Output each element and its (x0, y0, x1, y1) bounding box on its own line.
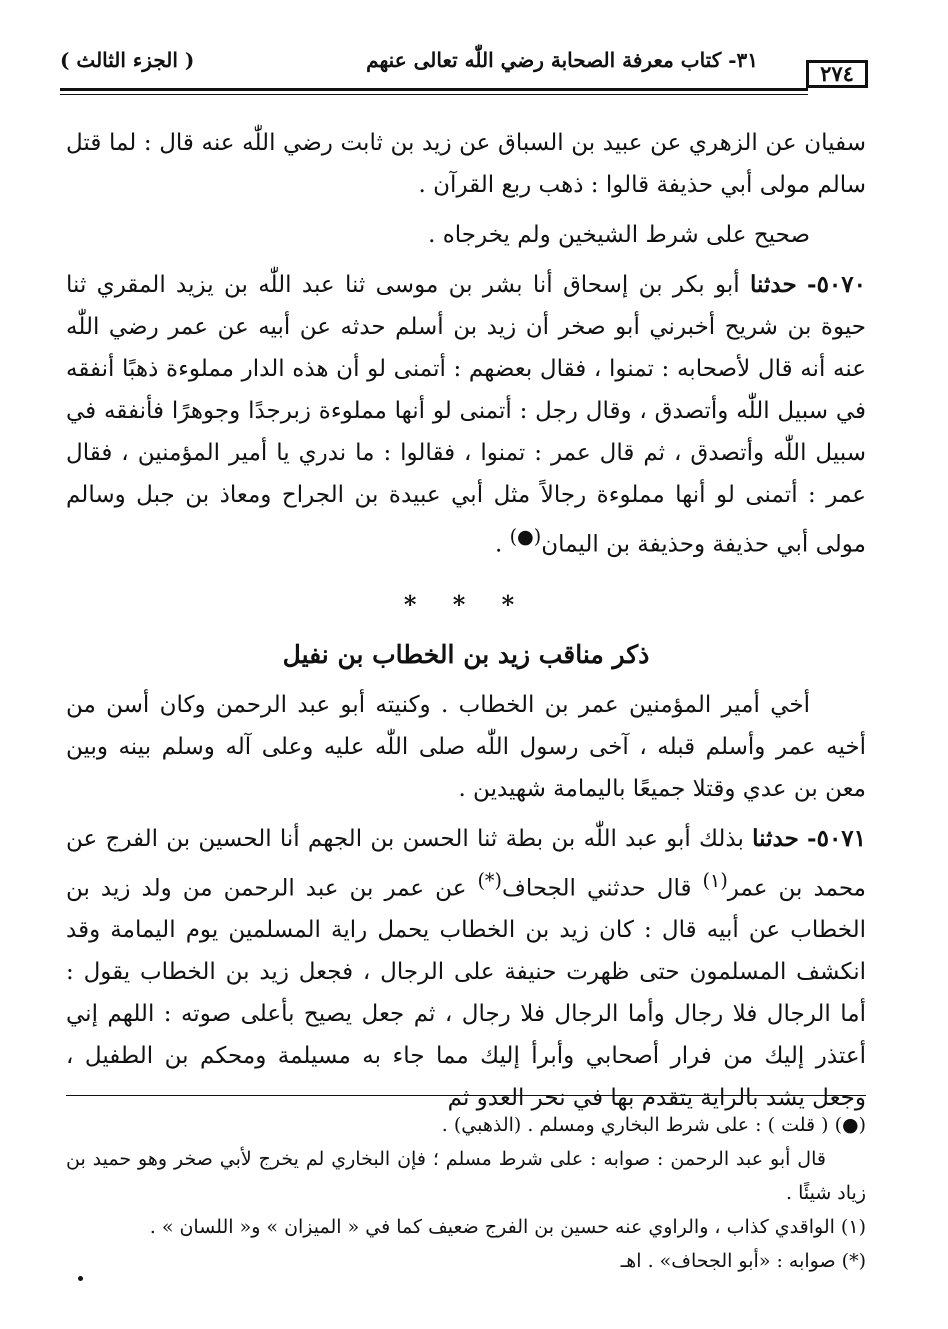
hadith-5070 (66, 264, 866, 566)
section-title: ذكر مناقب زيد بن الخطاب بن نفيل (282, 639, 650, 669)
footnote: (*) صوابه : «أبو الجحاف» . اهـ (620, 1250, 866, 1272)
hadith-5071 (66, 818, 866, 1120)
hadith-keyword: حدثنا (750, 271, 797, 298)
header-rule (60, 88, 808, 91)
hadith-keyword: حدثنا (752, 824, 799, 852)
volume-label: ( الجزء الثالث ) (60, 48, 195, 72)
footnote: (●) ( قلت ) : على شرط البخاري ومسلم . (الذهبي) . (441, 1114, 866, 1136)
footnote-ref: (*) (477, 868, 502, 892)
section-separator: * * * (403, 589, 529, 619)
footnote-rule (66, 1095, 866, 1096)
footnote: (١) الواقدي كذاب ، والراوي عنه حسين بن الفرج ضعيف كما في « الميزان » و« اللسان » . (149, 1216, 866, 1238)
main-text (66, 122, 866, 1127)
hadith-text: بذلك أبو عبد اللّٰه بن بطة ثنا الحسن بن الجهم أنا الحسين بن الفرج عن محمد بن عمر (66, 825, 867, 902)
paragraph: أخي أمير المؤمنين عمر بن الخطاب . وكنيته أبو عبد الرحمن وكان أسن من أخيه عمر وأسلم قبله ، آخى رسول اللّٰه صلى اللّٰه عليه وعلى آله وسلم بينه وبين معن بن عدي وقتلا جميعًا باليمامة شهيدين . (66, 691, 866, 802)
ink-dot (78, 1276, 83, 1281)
paragraph: صحيح على شرط الشيخين ولم يخرجاه . (428, 222, 810, 248)
hadith-text: قال حدثني الجحاف (501, 875, 703, 902)
footnote-ref: (١) (702, 868, 728, 892)
paragraph: سفيان عن الزهري عن عبيد بن السباق عن زيد بن ثابت رضي اللّٰه عنه قال : لما قتل سالم مولى أبي حذيفة قالوا : ذهب ربع القرآن . (66, 130, 866, 198)
footnote: قال أبو عبد الرحمن : صوابه : على شرط مسلم ؛ فإن البخاري لم يخرج لأبي صخر وهو حميد بن زياد شيئًا . (66, 1148, 866, 1204)
hadith-end: . (494, 531, 510, 558)
footnotes (66, 1108, 866, 1278)
running-title: ٣١- كتاب معرفة الصحابة رضي اللّٰه تعالى عنهم (366, 48, 758, 72)
header-rule-thin (60, 94, 808, 95)
page-header (60, 48, 868, 84)
hadith-number: ٥٠٧١- (807, 824, 867, 852)
page-number: ٢٧٤ (806, 60, 868, 88)
hadith-text: عن عمر بن عبد الرحمن من ولد زيد بن الخطاب عن أبيه قال : كان زيد بن الخطاب يحمل راية المسلمين يوم اليمامة وقد انكشف المسلمون حتى ظهرت حنيفة على الرجال ، فجعل زيد بن الخطاب يقول : أما الرجال فلا رجال وأما الرجال فلا رجال ، ثم جعل يصيح بأعلى صوته : اللهم إني أعتذر إليك من فرار أصحابي وأبرأ إليك مما جاء به مسيلمة ومحكم بن الطفيل ، وجعل يشد بالراية يتقدم بها في نحر العدو ثم (66, 875, 866, 1112)
hadith-number: ٥٠٧٠- (807, 271, 866, 298)
footnote-mark: (●) (509, 525, 542, 548)
hadith-text: أبو بكر بن إسحاق أنا بشر بن موسى ثنا عبد اللّٰه بن يزيد المقري ثنا حيوة بن شريح أخبرني أبو صخر أن زيد بن أسلم حدثه عن أبيه عن عمر رضي اللّٰه عنه أنه قال لأصحابه : تمنوا ، فقال بعضهم : أتمنى لو أن هذه الدار مملوءة ذهبًا أنفقه في سبيل اللّٰه وأتصدق ، وقال رجل : أتمنى لو أنها مملوءة زبرجدًا وجوهرًا فأنفقه في سبيل اللّٰه وأتصدق ، ثم قال عمر : تمنوا ، فقالوا : ما ندري يا أمير المؤمنين ، فقال عمر : أتمنى لو أنها مملوءة رجالاً مثل أبي عبيدة بن الجراح ومعاذ بن جبل وسالم مولى أبي حذيفة وحذيفة بن اليمان (66, 272, 866, 558)
